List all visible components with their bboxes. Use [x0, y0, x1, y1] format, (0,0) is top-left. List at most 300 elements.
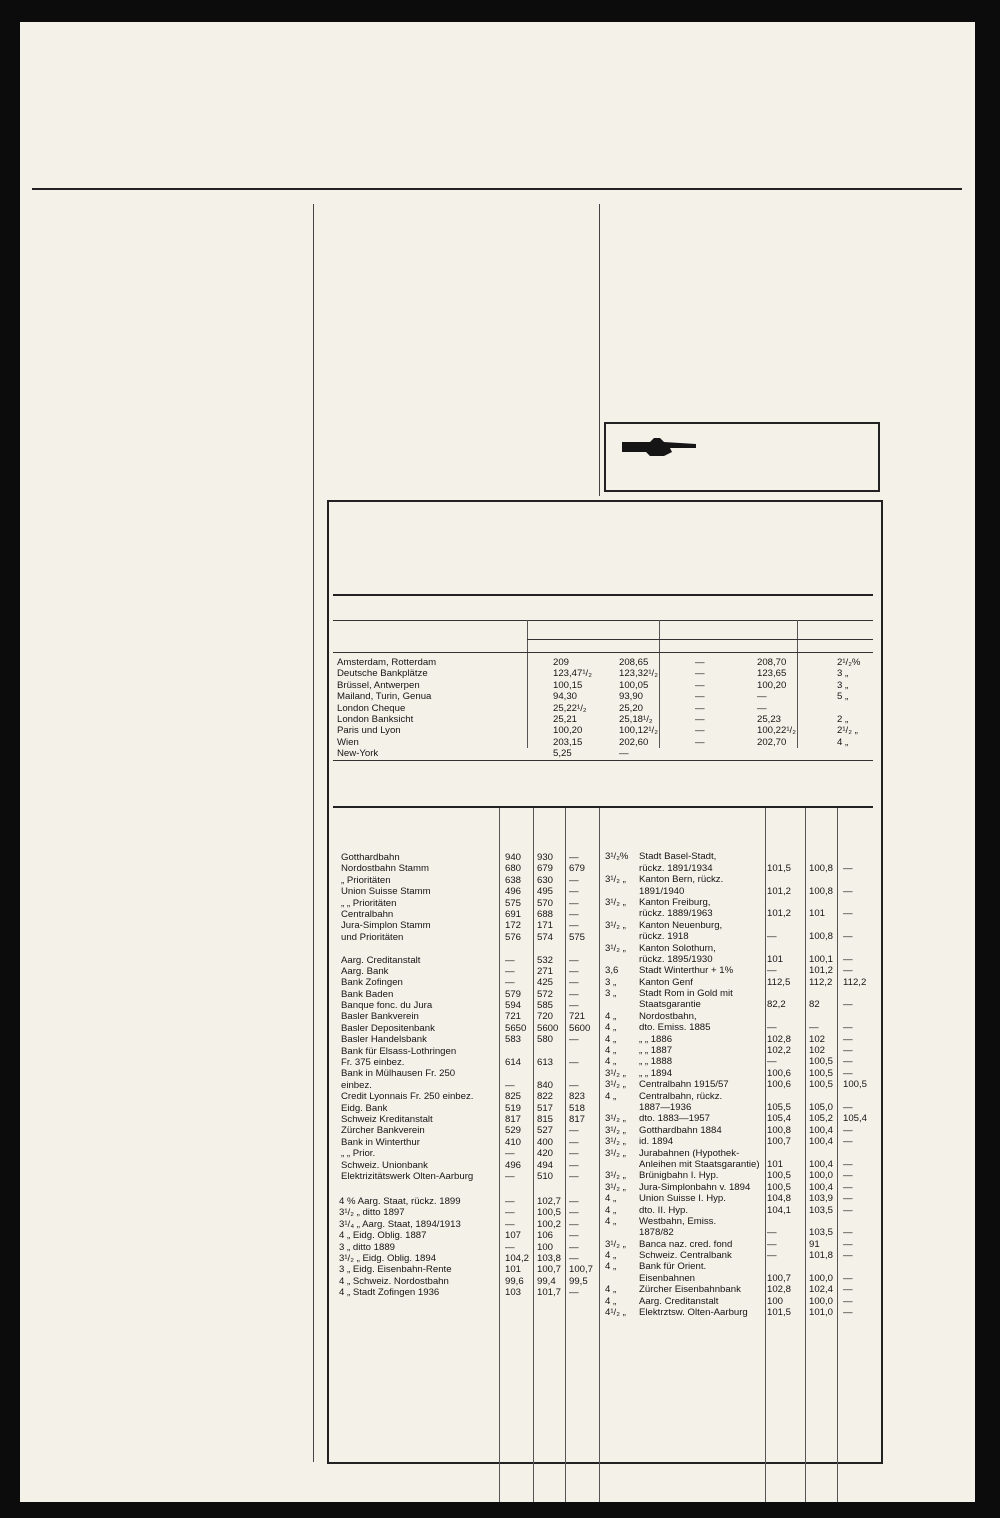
table-cell: Schweiz. Unionbank [341, 1159, 428, 1171]
table-cell: 680 [505, 863, 522, 875]
table-cell: 105,4 [767, 1113, 792, 1125]
table-cell: 4 „ [605, 1204, 617, 1216]
table-cell: 3¹/₂ „ [605, 1238, 626, 1250]
table-cell: dto. Emiss. 1885 [639, 1022, 711, 1034]
table-cell: 100 [537, 1241, 554, 1253]
table-cell: 3¹/₂ „ [605, 1124, 626, 1136]
table-cell: 3 „ [837, 668, 849, 680]
table-row [605, 931, 877, 942]
table-cell: 103,5 [809, 1227, 834, 1239]
table-cell: — [843, 1181, 853, 1193]
table-cell: 4 „ [605, 1010, 617, 1022]
table-cell: Aarg. Creditanstalt [341, 954, 421, 966]
table-row [337, 680, 877, 691]
table-cell: Aarg. Creditanstalt [639, 1295, 719, 1307]
table-cell: — [767, 1238, 777, 1250]
table-cell: 583 [505, 1034, 522, 1046]
column-landwirtschaft [320, 208, 600, 210]
table-cell: 4 „ [605, 1284, 617, 1296]
table-cell: — [505, 977, 515, 989]
table-cell: rückz. 1889/1963 [639, 908, 713, 920]
table-cell: einbez. [341, 1079, 372, 1091]
table-cell: 613 [537, 1057, 554, 1069]
table-cell: — [569, 1125, 579, 1137]
table-row [605, 954, 877, 965]
table-row [605, 920, 877, 931]
table-cell: 101 [505, 1264, 522, 1276]
table-cell: 574 [537, 931, 554, 943]
table-row [605, 1102, 877, 1113]
table-row [337, 1011, 603, 1022]
table-cell: 101,5 [767, 862, 792, 874]
table-cell: Kanton Freiburg, [639, 896, 711, 908]
table-row [605, 988, 877, 999]
table-cell: — [843, 1170, 853, 1182]
table-row [605, 1125, 877, 1136]
table-cell: 100,7 [537, 1264, 562, 1276]
table-cell: 100,5 [809, 1067, 834, 1079]
divider [333, 594, 873, 596]
table-cell: 112,2 [843, 976, 867, 988]
table-cell: Schweiz. Centralbank [639, 1250, 732, 1262]
table-row [337, 1253, 603, 1264]
table-cell: 572 [537, 988, 554, 1000]
table-row [337, 1171, 603, 1182]
table-cell: 105,4 [843, 1113, 868, 1125]
table-cell: 4 „ [605, 1022, 617, 1034]
table-row [605, 999, 877, 1010]
table-row [605, 977, 877, 988]
table-cell: Aarg. Bank [341, 965, 389, 977]
table-cell: „ „ 1887 [639, 1045, 673, 1057]
table-row [605, 943, 877, 954]
table-cell: rückz. 1891/1934 [639, 862, 713, 874]
bank-kursblatt [327, 500, 883, 1464]
table-cell: 5 „ [837, 691, 849, 703]
table-cell: 94,30 [553, 691, 578, 703]
table-cell: Basler Depositenbank [341, 1022, 435, 1034]
table-cell: Bank in Mülhausen Fr. 250 [341, 1068, 456, 1080]
table-row [337, 1196, 603, 1207]
table-cell: 420 [537, 1148, 554, 1160]
table-cell: 5,25 [553, 748, 572, 760]
table-cell: Schweiz Kreditanstalt [341, 1113, 433, 1125]
table-cell: Deutsche Bankplätze [337, 668, 428, 680]
table-row [337, 966, 603, 977]
table-cell: — [843, 1124, 853, 1136]
table-cell: Eidg. Bank [341, 1102, 388, 1114]
table-cell: 102,8 [767, 1284, 792, 1296]
table-cell: — [843, 1067, 853, 1079]
table-cell: Bank Zofingen [341, 977, 403, 989]
table-cell: — [569, 908, 579, 920]
table-row [337, 657, 877, 668]
table-cell: 101,2 [809, 965, 834, 977]
table-cell: — [695, 713, 705, 725]
table-cell: 25,23 [757, 713, 782, 725]
column-rekrutenkurse [36, 208, 306, 214]
table-row [605, 1193, 877, 1204]
table-row [337, 1125, 603, 1136]
table-row [605, 1284, 877, 1295]
table-cell: 100,8 [767, 1124, 792, 1136]
table-cell: 3¹/₂ „ [605, 1170, 626, 1182]
table-cell: — [569, 874, 579, 886]
table-cell: Jura-Simplon Stamm [341, 920, 431, 932]
table-cell: Kanton Solothurn, [639, 942, 716, 954]
table-cell: — [843, 1307, 853, 1319]
table-cell: 4 „ Eidg. Oblig. 1887 [339, 1230, 427, 1242]
table-row [337, 1034, 603, 1045]
table-cell: 100,5 [843, 1079, 868, 1091]
table-cell: id. 1894 [639, 1136, 674, 1148]
table-cell: 4 „ [605, 1295, 617, 1307]
table-cell: rückz. 1918 [639, 931, 689, 943]
table-cell: — [843, 1136, 853, 1148]
table-cell: — [569, 1287, 579, 1299]
table-cell: 105,0 [809, 1101, 834, 1113]
table-cell: 100,05 [619, 679, 649, 691]
table-row [605, 897, 877, 908]
table-cell: — [767, 1227, 777, 1239]
table-cell: 721 [505, 1011, 522, 1023]
table-cell: — [757, 702, 767, 714]
table-cell: — [843, 1033, 853, 1045]
table-cell: — [767, 1056, 777, 1068]
table-cell: — [505, 1207, 515, 1219]
table-cell: Amsterdam, Rotterdam [337, 657, 437, 668]
table-cell: — [843, 885, 853, 897]
table-cell: — [843, 1158, 853, 1170]
table-cell: — [767, 1250, 777, 1262]
table-cell: 100,5 [809, 1079, 834, 1091]
table-row [605, 851, 877, 862]
table-cell: Basler Bankverein [341, 1011, 419, 1023]
table-cell: 638 [505, 874, 522, 886]
table-cell: 570 [537, 897, 554, 909]
table-cell: — [569, 1218, 579, 1230]
table-row [337, 1137, 603, 1148]
table-cell: — [569, 1230, 579, 1242]
table-row [605, 1136, 877, 1147]
table-cell: — [569, 1159, 579, 1171]
table-cell: 825 [505, 1091, 522, 1103]
table-cell: 100,5 [767, 1181, 792, 1193]
newspaper-page [20, 22, 975, 1502]
table-cell: „ „ Prior. [341, 1148, 376, 1160]
table-cell: — [767, 965, 777, 977]
table-cell: 1891/1940 [639, 885, 685, 897]
table-cell: 103,5 [809, 1204, 834, 1216]
table-cell: 4 „ [605, 1261, 617, 1273]
table-cell: 100,5 [809, 1056, 834, 1068]
table-cell: — [843, 1045, 853, 1057]
table-cell: 3¹/₂ „ [605, 1079, 626, 1091]
table-row [337, 909, 603, 920]
table-cell: 3¹/₂ „ [605, 896, 626, 908]
table-cell: 4 „ [605, 1215, 617, 1227]
table-row [337, 1023, 603, 1034]
table-cell: 101,5 [767, 1307, 792, 1319]
table-cell: — [767, 931, 777, 943]
table-cell: — [695, 725, 705, 737]
table-cell: Union Suisse Stamm [341, 886, 431, 898]
table-cell: 123,47¹/₂ [553, 668, 592, 680]
table-cell: 5600 [537, 1022, 559, 1034]
table-cell: 100,0 [809, 1170, 834, 1182]
table-cell: 614 [505, 1057, 522, 1069]
table-row [337, 852, 603, 863]
table-cell: 100,22¹/₂ [757, 725, 796, 737]
table-cell: 203,15 [553, 736, 583, 748]
table-cell: Stadt Rom in Gold mit [639, 988, 733, 1000]
table-cell: 100,4 [809, 1124, 834, 1136]
table-cell: 3 „ [837, 679, 849, 691]
table-cell: New-York [337, 748, 379, 760]
table-cell: 3 „ Eidg. Eisenbahn-Rente [339, 1264, 452, 1276]
table-cell: 25,20 [619, 702, 644, 714]
table-cell: 100,7 [569, 1264, 594, 1276]
table-cell: 3¹/₂ „ [605, 1067, 626, 1079]
table-cell: 496 [505, 886, 522, 898]
table-cell: — [569, 1057, 579, 1069]
table-row [605, 1261, 877, 1272]
table-row [605, 1148, 877, 1159]
table-cell: 91 [809, 1238, 820, 1250]
table-cell: 101,2 [767, 908, 792, 920]
table-row [605, 1159, 877, 1170]
table-cell: Banque fonc. du Jura [341, 1000, 433, 1012]
table-cell: 630 [537, 874, 554, 886]
table-cell: Basler Handelsbank [341, 1034, 427, 1046]
table-cell: „ „ 1894 [639, 1067, 673, 1079]
table-cell: 4¹/₂ „ [605, 1307, 626, 1319]
table-cell: — [843, 862, 853, 874]
table-row [605, 886, 877, 897]
table-cell: Bank Baden [341, 988, 394, 1000]
table-row [605, 908, 877, 919]
table-row [337, 920, 603, 931]
table-cell: — [619, 748, 629, 760]
table-row [605, 1216, 877, 1227]
table-cell: 585 [537, 1000, 554, 1012]
table-row [337, 1242, 603, 1253]
table-row [605, 1011, 877, 1022]
table-cell: Fr. 375 einbez. [341, 1057, 405, 1069]
table-cell: 209 [553, 657, 570, 668]
table-cell: 532 [537, 954, 554, 966]
table-row [605, 1068, 877, 1079]
table-row [605, 840, 877, 851]
table-row [337, 1000, 603, 1011]
table-cell: — [569, 897, 579, 909]
table-cell: 112,2 [809, 976, 833, 988]
table-row [337, 875, 603, 886]
table-cell: — [569, 1207, 579, 1219]
table-cell: Jurabahnen (Hypothek- [639, 1147, 740, 1159]
table-row [337, 863, 603, 874]
table-cell: 3,6 [605, 965, 619, 977]
table-cell: 100,5 [537, 1207, 562, 1219]
table-cell: 208,65 [619, 657, 649, 668]
table-cell: 104,2 [505, 1252, 530, 1264]
table-cell: — [843, 1101, 853, 1113]
table-cell: — [843, 1022, 853, 1034]
table-cell: 100,20 [757, 679, 787, 691]
table-cell: rückz. 1895/1930 [639, 953, 713, 965]
table-cell: 495 [537, 886, 554, 898]
table-cell: 3¹/₂ „ [605, 874, 626, 886]
table-cell: — [505, 954, 515, 966]
column-mitteilung [604, 208, 876, 210]
table-row [605, 863, 877, 874]
table-cell: 2 „ [837, 713, 849, 725]
table-cell: — [569, 1079, 579, 1091]
table-cell: 100 [767, 1295, 784, 1307]
table-cell: — [809, 1022, 819, 1034]
table-row [337, 703, 877, 714]
table-cell: 822 [537, 1091, 554, 1103]
table-cell: Anleihen mit Staatsgarantie) [639, 1158, 760, 1170]
table-cell: 101 [809, 908, 826, 920]
table-cell: 4 „ [605, 1250, 617, 1262]
table-cell: London Cheque [337, 702, 406, 714]
table-cell: — [843, 953, 853, 965]
table-cell: Banca naz. cred. fond [639, 1238, 733, 1250]
table-cell: — [569, 1034, 579, 1046]
table-cell: — [843, 1250, 853, 1262]
table-cell: 5600 [569, 1022, 591, 1034]
table-cell: Elektrizitätswerk Olten-Aarburg [341, 1170, 474, 1182]
table-cell: 3¹/₂ „ [605, 1147, 626, 1159]
table-cell: 580 [537, 1034, 554, 1046]
table-cell: 3¹/₂ „ [605, 1136, 626, 1148]
table-cell: 100,6 [767, 1067, 792, 1079]
table-cell: — [695, 736, 705, 748]
table-cell: Gotthardbahn 1884 [639, 1124, 722, 1136]
table-cell: 101,0 [809, 1307, 834, 1319]
table-cell: 3¹/₂ „ [605, 1113, 626, 1125]
table-cell: Kanton Genf [639, 976, 693, 988]
table-cell: — [843, 999, 853, 1011]
table-cell: 103,9 [809, 1193, 834, 1205]
table-cell: 105,5 [767, 1101, 792, 1113]
table-cell: — [569, 852, 579, 863]
table-cell: 172 [505, 920, 522, 932]
table-cell: — [843, 1284, 853, 1296]
table-cell: 817 [505, 1113, 522, 1125]
table-cell: Gotthardbahn [341, 852, 400, 863]
table-cell: 840 [537, 1079, 554, 1091]
table-cell: — [505, 1196, 515, 1207]
divider [333, 652, 873, 653]
table-cell: 518 [569, 1102, 586, 1114]
table-row [337, 886, 603, 897]
table-cell: 817 [569, 1113, 586, 1125]
table-cell: 107 [505, 1230, 522, 1242]
table-cell: 527 [537, 1125, 554, 1137]
effekten-left-table [337, 852, 603, 1182]
divider [527, 639, 873, 640]
table-cell: — [569, 965, 579, 977]
table-cell: 102 [809, 1045, 826, 1057]
table-cell: 101,2 [767, 885, 792, 897]
table-cell: 425 [537, 977, 554, 989]
table-cell: 575 [505, 897, 522, 909]
table-cell: — [569, 1196, 579, 1207]
pointing-hand-icon [620, 436, 698, 460]
table-cell: — [843, 1227, 853, 1239]
table-cell: — [757, 691, 767, 703]
table-cell: Stadt Basel-Stadt, [639, 851, 717, 863]
table-cell: — [569, 954, 579, 966]
table-cell: — [843, 1238, 853, 1250]
table-cell: 4 „ [605, 1193, 617, 1205]
table-cell: — [843, 1193, 853, 1205]
table-cell: — [569, 886, 579, 898]
table-cell: 594 [505, 1000, 522, 1012]
obligationen-table [337, 1196, 603, 1299]
table-cell: 104,1 [767, 1204, 792, 1216]
table-cell: 4 „ [605, 1033, 617, 1045]
table-cell: — [569, 920, 579, 932]
table-row [605, 874, 877, 885]
table-row [337, 955, 603, 966]
table-cell: 721 [569, 1011, 586, 1023]
table-cell: — [505, 1148, 515, 1160]
table-row [605, 1079, 877, 1090]
table-row [605, 965, 877, 976]
table-cell: 123,65 [757, 668, 787, 680]
table-cell: 100,0 [809, 1272, 834, 1284]
table-cell: 99,4 [537, 1275, 556, 1287]
table-cell: Bank für Elsass-Lothringen [341, 1045, 457, 1057]
table-cell: 3¹/₂ „ Eidg. Oblig. 1894 [339, 1252, 437, 1264]
table-row [337, 989, 603, 1000]
table-cell: 100,4 [809, 1158, 834, 1170]
table-cell: 103,8 [537, 1252, 562, 1264]
table-row [337, 1114, 603, 1125]
table-row [337, 1091, 603, 1102]
table-cell: 496 [505, 1159, 522, 1171]
table-cell: 691 [505, 908, 522, 920]
table-cell: 102,2 [767, 1045, 792, 1057]
table-cell: — [843, 965, 853, 977]
table-cell: — [843, 1272, 853, 1284]
table-cell: 519 [505, 1102, 522, 1114]
table-cell: „ „ Prioritäten [341, 897, 397, 909]
table-cell: 4 „ [605, 1056, 617, 1068]
table-cell: 510 [537, 1170, 554, 1182]
table-cell: 103 [505, 1287, 522, 1299]
table-cell: 1887—1936 [639, 1101, 692, 1113]
table-cell: 940 [505, 852, 522, 863]
table-cell: 100,20 [553, 725, 583, 737]
table-cell: 100,0 [809, 1295, 834, 1307]
table-cell: Brünigbahn I. Hyp. [639, 1170, 719, 1182]
table-cell: — [569, 1000, 579, 1012]
table-cell: 102,7 [537, 1196, 562, 1207]
table-cell: 99,5 [569, 1275, 588, 1287]
table-row [337, 737, 877, 748]
table-row [337, 1207, 603, 1218]
table-cell: 5650 [505, 1022, 527, 1034]
table-cell: 3¹/₂ „ [605, 1181, 626, 1193]
table-cell: dto. 1883—1957 [639, 1113, 710, 1125]
table-cell: 100,8 [809, 885, 834, 897]
table-row [337, 1264, 603, 1275]
table-cell: 82 [809, 999, 820, 1011]
